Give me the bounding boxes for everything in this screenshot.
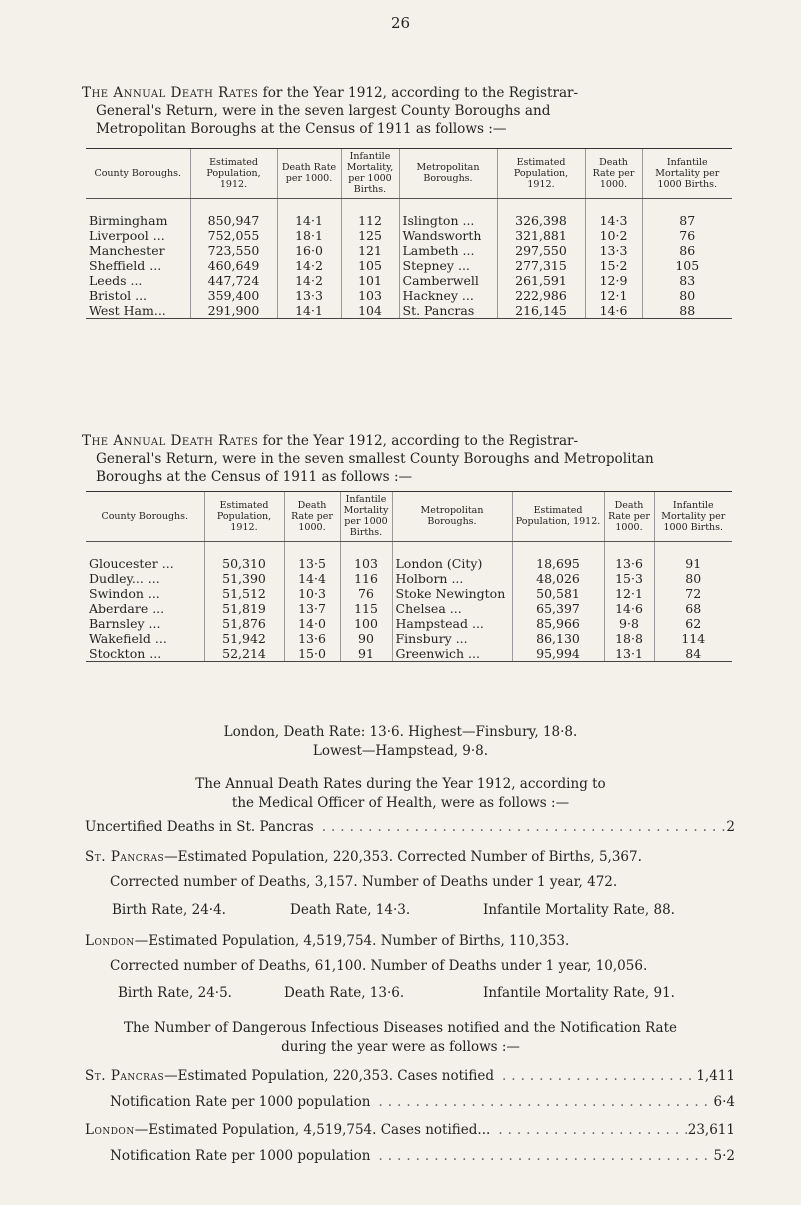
london-line-1	[85, 933, 569, 949]
metropolitan-borough-cell: London (City)	[392, 542, 512, 572]
table-row	[86, 646, 732, 662]
summary-line-1: London, Death Rate: 13·6. Highest—Finsbury, 18·8.	[223, 724, 578, 740]
metro-population-cell: 216,145	[497, 303, 585, 319]
metro-infantile-cell: 91	[654, 542, 732, 572]
column-header: Infantile Mortality, per 1000 Births.	[341, 149, 399, 199]
county-infantile-cell: 90	[340, 631, 392, 646]
stp-notification-label: Notification Rate per 1000 population	[110, 1094, 371, 1110]
table1-intro-line1: for the Year 1912, according to the Registrar-	[258, 85, 579, 101]
county-death-rate-cell: 14·1	[277, 199, 341, 229]
column-header: Estimated Population, 1912.	[190, 149, 277, 199]
london-death-rate: Death Rate, 13·6.	[284, 985, 405, 1001]
dot-leader	[370, 1094, 713, 1110]
stp-cases-row	[85, 1068, 735, 1084]
table-row	[86, 273, 732, 288]
metro-population-cell: 277,315	[497, 258, 585, 273]
metro-population-cell: 18,695	[512, 542, 604, 572]
metro-death-rate-cell: 15·3	[604, 571, 654, 586]
metro-death-rate-cell: 12·9	[585, 273, 642, 288]
metro-population-cell: 48,026	[512, 571, 604, 586]
metro-death-rate-cell: 12·1	[585, 288, 642, 303]
table-row	[86, 616, 732, 631]
county-infantile-cell: 91	[340, 646, 392, 662]
metro-death-rate-cell: 10·2	[585, 228, 642, 243]
county-population-cell: 723,550	[190, 243, 277, 258]
metropolitan-borough-cell: St. Pancras	[399, 303, 497, 319]
county-death-rate-cell: 14·2	[277, 273, 341, 288]
county-borough-cell: Swindon ...	[89, 586, 160, 601]
county-death-rate-cell: 10·3	[284, 586, 340, 601]
table-row	[86, 303, 732, 319]
county-borough-cell: Manchester	[89, 243, 165, 258]
metro-infantile-cell: 87	[642, 199, 732, 229]
metro-death-rate-cell: 14·6	[585, 303, 642, 319]
table2-intro-line3: Boroughs at the Census of 1911 as follows :—	[96, 469, 413, 485]
london-smallcaps: London	[85, 933, 135, 949]
metro-infantile-cell: 105	[642, 258, 732, 273]
london-birth-rate: Birth Rate, 24·5.	[118, 985, 232, 1001]
stp-smallcaps: St. Pancras	[85, 849, 165, 865]
dot-leader	[494, 1068, 696, 1084]
summary-line-2: Lowest—Hampstead, 9·8.	[312, 743, 489, 759]
uncertified-deaths-row	[85, 819, 735, 835]
county-borough-cell: Bristol ...	[89, 288, 148, 303]
smallest-boroughs-table	[86, 491, 732, 662]
london-cases-row	[85, 1122, 735, 1138]
county-population-cell: 447,724	[190, 273, 277, 288]
county-population-cell: 51,512	[204, 586, 284, 601]
county-infantile-cell: 104	[341, 303, 399, 319]
table-row	[86, 586, 732, 601]
county-population-cell: 359,400	[190, 288, 277, 303]
london-notification-label: Notification Rate per 1000 population	[110, 1148, 371, 1164]
county-borough-cell: Birmingham	[89, 213, 168, 228]
county-borough-cell: West Ham...	[86, 303, 190, 319]
metro-population-cell: 95,994	[512, 646, 604, 662]
metropolitan-borough-cell: Wandsworth	[399, 228, 497, 243]
county-infantile-cell: 103	[340, 542, 392, 572]
column-header: Estimated Population, 1912.	[204, 492, 284, 542]
county-death-rate-cell: 13·5	[284, 542, 340, 572]
table1-intro	[82, 84, 732, 138]
dot-leader	[314, 819, 727, 835]
metro-infantile-cell: 88	[642, 303, 732, 319]
metropolitan-borough-cell: Lambeth ...	[399, 243, 497, 258]
table-row	[86, 631, 732, 646]
county-death-rate-cell: 18·1	[277, 228, 341, 243]
london-cases-smallcaps: London	[85, 1122, 135, 1138]
stp-line-1-text: —Estimated Population, 220,353. Corrected Number of Births, 5,367.	[164, 849, 642, 865]
stp-infantile-rate: Infantile Mortality Rate, 88.	[483, 902, 675, 918]
stp-notification-row	[110, 1094, 735, 1110]
metro-infantile-cell: 68	[654, 601, 732, 616]
table1-intro-line2: General's Return, were in the seven largest County Boroughs and	[96, 103, 551, 119]
dot-leader	[370, 1148, 713, 1164]
table-header-row	[86, 149, 732, 199]
county-infantile-cell: 103	[341, 288, 399, 303]
county-population-cell: 51,942	[204, 631, 284, 646]
column-header: Infantile Mortality per 1000 Births.	[654, 492, 732, 542]
column-header: County Boroughs.	[86, 149, 190, 199]
county-population-cell: 51,390	[204, 571, 284, 586]
london-line-2: Corrected number of Deaths, 61,100. Number of Deaths under 1 year, 10,056.	[110, 958, 648, 974]
county-death-rate-cell: 14·1	[277, 303, 341, 319]
metro-population-cell: 297,550	[497, 243, 585, 258]
moh-heading-line-2: the Medical Officer of Health, were as follows :—	[231, 795, 570, 811]
london-notification-value: 5·2	[713, 1148, 735, 1164]
county-borough-cell: Aberdare ...	[89, 601, 165, 616]
metro-population-cell: 86,130	[512, 631, 604, 646]
london-cases-label-text: —Estimated Population, 4,519,754. Cases notified...	[134, 1122, 491, 1138]
county-death-rate-cell: 16·0	[277, 243, 341, 258]
metro-population-cell: 65,397	[512, 601, 604, 616]
column-header: Death Rate per 1000.	[585, 149, 642, 199]
table-row	[86, 228, 732, 243]
column-header: Infantile Mortality per 1000 Births.	[340, 492, 392, 542]
county-infantile-cell: 101	[341, 273, 399, 288]
county-death-rate-cell: 13·6	[284, 631, 340, 646]
stp-cases-label	[85, 1068, 494, 1084]
county-borough-cell: Barnsley ...	[89, 616, 161, 631]
stp-line-1	[85, 849, 642, 865]
stp-notification-value: 6·4	[713, 1094, 735, 1110]
county-infantile-cell: 112	[341, 199, 399, 229]
page-number: 26	[390, 14, 411, 32]
metro-population-cell: 85,966	[512, 616, 604, 631]
table1-intro-smallcaps: The Annual Death Rates	[82, 85, 259, 101]
infectious-heading-line-1: The Number of Dangerous Infectious Diseases notified and the Notification Rate	[123, 1020, 678, 1036]
county-infantile-cell: 100	[340, 616, 392, 631]
uncertified-label: Uncertified Deaths in St. Pancras	[85, 819, 314, 835]
uncertified-value: 2	[726, 819, 735, 835]
county-population-cell: 50,310	[204, 542, 284, 572]
london-cases-label	[85, 1122, 490, 1138]
table-row	[86, 601, 732, 616]
metro-infantile-cell: 80	[642, 288, 732, 303]
county-population-cell: 460,649	[190, 258, 277, 273]
metro-death-rate-cell: 14·3	[585, 199, 642, 229]
column-header: Estimated Population, 1912.	[512, 492, 604, 542]
table-row	[86, 571, 732, 586]
table-row	[86, 288, 732, 303]
metro-population-cell: 222,986	[497, 288, 585, 303]
infectious-heading-line-2: during the year were as follows :—	[281, 1039, 520, 1055]
table-body	[86, 199, 732, 319]
table-row	[86, 542, 732, 572]
stp-death-rate: Death Rate, 14·3.	[290, 902, 411, 918]
metropolitan-borough-cell: Hampstead ...	[392, 616, 512, 631]
largest-boroughs-table	[86, 148, 732, 319]
metro-death-rate-cell: 14·6	[604, 601, 654, 616]
metropolitan-borough-cell: Holborn ...	[392, 571, 512, 586]
metropolitan-borough-cell: Finsbury ...	[392, 631, 512, 646]
table2-intro-line2: General's Return, were in the seven smallest County Boroughs and Metropolitan	[96, 451, 654, 467]
county-population-cell: 52,214	[204, 646, 284, 662]
column-header: Death Rate per 1000.	[277, 149, 341, 199]
metro-infantile-cell: 86	[642, 243, 732, 258]
county-death-rate-cell: 13·3	[277, 288, 341, 303]
dot-leader	[490, 1122, 687, 1138]
london-notification-row	[110, 1148, 735, 1164]
stp-cases-value: 1,411	[696, 1068, 735, 1084]
table-row	[86, 199, 732, 229]
table2-intro-line1: for the Year 1912, according to the Registrar-	[258, 433, 579, 449]
stp-birth-rate: Birth Rate, 24·4.	[112, 902, 226, 918]
metro-infantile-cell: 76	[642, 228, 732, 243]
county-death-rate-cell: 14·0	[284, 616, 340, 631]
london-line-1-text: —Estimated Population, 4,519,754. Number of Births, 110,353.	[134, 933, 570, 949]
table-header-row	[86, 492, 732, 542]
county-population-cell: 752,055	[190, 228, 277, 243]
county-population-cell: 51,876	[204, 616, 284, 631]
county-infantile-cell: 116	[340, 571, 392, 586]
table-row	[86, 258, 732, 273]
metropolitan-borough-cell: Greenwich ...	[392, 646, 512, 662]
county-infantile-cell: 76	[340, 586, 392, 601]
county-borough-cell: Leeds ...	[89, 273, 143, 288]
county-infantile-cell: 125	[341, 228, 399, 243]
metro-death-rate-cell: 13·3	[585, 243, 642, 258]
metro-infantile-cell: 72	[654, 586, 732, 601]
metro-population-cell: 50,581	[512, 586, 604, 601]
london-infantile-rate: Infantile Mortality Rate, 91.	[483, 985, 675, 1001]
table-body	[86, 542, 732, 662]
table2-intro	[82, 432, 732, 486]
table2-intro-smallcaps: The Annual Death Rates	[82, 433, 259, 449]
metro-infantile-cell: 83	[642, 273, 732, 288]
metro-population-cell: 261,591	[497, 273, 585, 288]
county-population-cell: 51,819	[204, 601, 284, 616]
stp-cases-label-text: —Estimated Population, 220,353. Cases notified	[164, 1068, 494, 1084]
metro-death-rate-cell: 9·8	[604, 616, 654, 631]
stp-line-2: Corrected number of Deaths, 3,157. Number of Deaths under 1 year, 472.	[110, 874, 618, 890]
column-header: Estimated Population, 1912.	[497, 149, 585, 199]
county-borough-cell: Gloucester ...	[89, 556, 174, 571]
metro-infantile-cell: 80	[654, 571, 732, 586]
column-header: Metropolitan Boroughs.	[399, 149, 497, 199]
county-borough-cell: Liverpool ...	[89, 228, 165, 243]
metro-population-cell: 321,881	[497, 228, 585, 243]
county-death-rate-cell: 14·2	[277, 258, 341, 273]
metro-population-cell: 326,398	[497, 199, 585, 229]
metropolitan-borough-cell: Stepney ...	[399, 258, 497, 273]
metropolitan-borough-cell: Chelsea ...	[392, 601, 512, 616]
table1-intro-line3: Metropolitan Boroughs at the Census of 1911 as follows :—	[96, 121, 507, 137]
stp-cases-smallcaps: St. Pancras	[85, 1068, 165, 1084]
column-header: County Boroughs.	[86, 492, 204, 542]
london-cases-value: 23,611	[687, 1122, 735, 1138]
county-infantile-cell: 121	[341, 243, 399, 258]
metropolitan-borough-cell: Islington ...	[399, 199, 497, 229]
county-infantile-cell: 115	[340, 601, 392, 616]
column-header: Death Rate per 1000.	[284, 492, 340, 542]
metro-death-rate-cell: 18·8	[604, 631, 654, 646]
metro-death-rate-cell: 13·6	[604, 542, 654, 572]
column-header: Metropolitan Boroughs.	[392, 492, 512, 542]
metro-infantile-cell: 62	[654, 616, 732, 631]
county-infantile-cell: 105	[341, 258, 399, 273]
metro-death-rate-cell: 12·1	[604, 586, 654, 601]
metropolitan-borough-cell: Stoke Newington	[392, 586, 512, 601]
metro-infantile-cell: 114	[654, 631, 732, 646]
moh-heading-line-1: The Annual Death Rates during the Year 1912, according to	[195, 776, 606, 792]
county-death-rate-cell: 13·7	[284, 601, 340, 616]
metropolitan-borough-cell: Camberwell	[399, 273, 497, 288]
county-death-rate-cell: 15·0	[284, 646, 340, 662]
county-borough-cell: Sheffield ...	[89, 258, 162, 273]
metro-death-rate-cell: 13·1	[604, 646, 654, 662]
column-header: Death Rate per 1000.	[604, 492, 654, 542]
county-population-cell: 291,900	[190, 303, 277, 319]
table-row	[86, 243, 732, 258]
metro-death-rate-cell: 15·2	[585, 258, 642, 273]
county-borough-cell: Stockton ...	[86, 646, 204, 662]
metro-infantile-cell: 84	[654, 646, 732, 662]
county-borough-cell: Wakefield ...	[89, 631, 167, 646]
county-population-cell: 850,947	[190, 199, 277, 229]
county-death-rate-cell: 14·4	[284, 571, 340, 586]
column-header: Infantile Mortality per 1000 Births.	[642, 149, 732, 199]
county-borough-cell: Dudley... ...	[89, 571, 160, 586]
metropolitan-borough-cell: Hackney ...	[399, 288, 497, 303]
